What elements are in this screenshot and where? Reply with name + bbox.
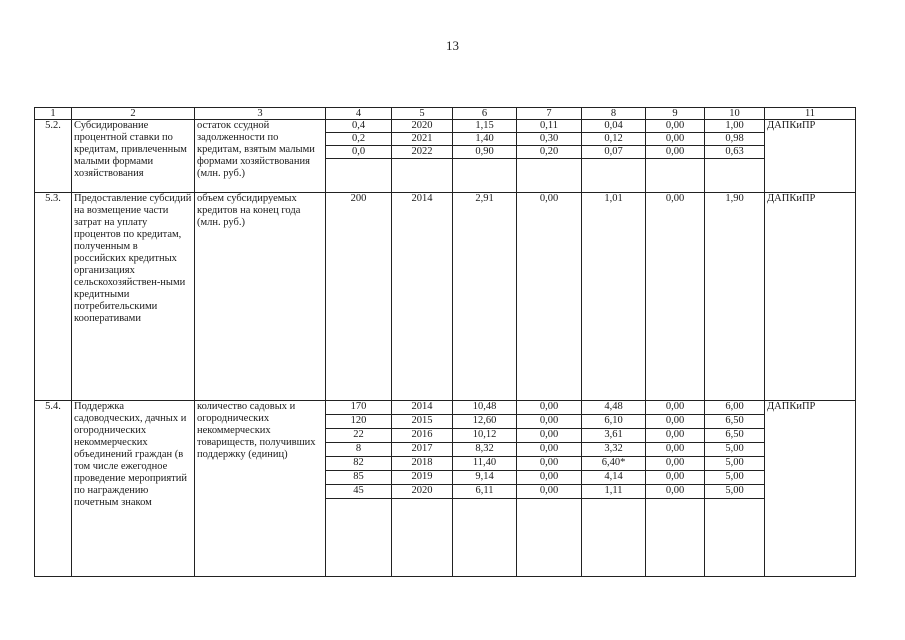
local-cell: 0,00	[646, 471, 705, 485]
page-number: 13	[446, 38, 459, 53]
indicator-value: 85	[326, 471, 392, 485]
year-cell: 2020	[392, 485, 453, 499]
year-cell: 2014	[392, 401, 453, 415]
column-header: 7	[517, 108, 582, 120]
column-header: 9	[646, 108, 705, 120]
regional-cell: 0,04	[582, 120, 646, 133]
column-header: 6	[453, 108, 517, 120]
year-cell: 2022	[392, 146, 453, 159]
federal-cell: 0,00	[517, 485, 582, 499]
indicator-value: 82	[326, 457, 392, 471]
table-row	[35, 401, 856, 415]
regional-cell: 4,14	[582, 471, 646, 485]
measure-name: Поддержка садоводческих, дачных и огороднических некоммерческих объединений граждан (в том числе ежегодное проведение мероприятий по награждению почетным знаком	[72, 401, 195, 577]
other-cell: 5,00	[705, 443, 765, 457]
year-cell: 2014	[392, 193, 453, 401]
regional-cell: 1,11	[582, 485, 646, 499]
row-number: 5.3.	[35, 193, 72, 401]
column-header: 2	[72, 108, 195, 120]
other-cell: 0,98	[705, 133, 765, 146]
local-cell: 0,00	[646, 485, 705, 499]
total-cell: 0,90	[453, 146, 517, 159]
year-cell: 2017	[392, 443, 453, 457]
other-cell: 5,00	[705, 457, 765, 471]
year-cell: 2016	[392, 429, 453, 443]
indicator-name: остаток ссудной задолженности по кредитам, взятым малыми формами хозяйствования (млн. руб.)	[195, 120, 326, 193]
column-header: 10	[705, 108, 765, 120]
column-header: 8	[582, 108, 646, 120]
federal-cell: 0,00	[517, 429, 582, 443]
local-cell: 0,00	[646, 457, 705, 471]
row-number: 5.4.	[35, 401, 72, 577]
indicator-value: 45	[326, 485, 392, 499]
indicator-value: 8	[326, 443, 392, 457]
other-cell: 5,00	[705, 471, 765, 485]
total-cell: 12,60	[453, 415, 517, 429]
total-cell: 8,32	[453, 443, 517, 457]
other-cell: 6,00	[705, 401, 765, 415]
indicator-value: 22	[326, 429, 392, 443]
measure-name: Субсидирование процентной ставки по кредитам, привлеченным малыми формами хозяйствования	[72, 120, 195, 193]
year-cell: 2015	[392, 415, 453, 429]
local-cell: 0,00	[646, 133, 705, 146]
local-cell: 0,00	[646, 193, 705, 401]
indicator-value: 170	[326, 401, 392, 415]
year-cell: 2020	[392, 120, 453, 133]
year-cell: 2019	[392, 471, 453, 485]
indicator-value: 0,4	[326, 120, 392, 133]
regional-cell: 3,32	[582, 443, 646, 457]
indicator-value: 0,2	[326, 133, 392, 146]
federal-cell: 0,11	[517, 120, 582, 133]
federal-cell: 0,00	[517, 401, 582, 415]
column-header: 11	[765, 108, 856, 120]
federal-cell: 0,00	[517, 471, 582, 485]
indicator-value: 120	[326, 415, 392, 429]
indicator-value: 200	[326, 193, 392, 401]
indicator-name: объем субсидируемых кредитов на конец года (млн. руб.)	[195, 193, 326, 401]
column-header: 1	[35, 108, 72, 120]
regional-cell: 0,07	[582, 146, 646, 159]
total-cell: 11,40	[453, 457, 517, 471]
column-header: 3	[195, 108, 326, 120]
federal-cell: 0,00	[517, 457, 582, 471]
total-cell: 6,11	[453, 485, 517, 499]
other-cell: 1,90	[705, 193, 765, 401]
total-cell: 2,91	[453, 193, 517, 401]
other-cell: 1,00	[705, 120, 765, 133]
total-cell: 10,12	[453, 429, 517, 443]
total-cell: 9,14	[453, 471, 517, 485]
federal-cell: 0,00	[517, 415, 582, 429]
indicator-name: количество садовых и огороднических некоммерческих товариществ, получивших поддержку (единиц)	[195, 401, 326, 577]
federal-cell: 0,30	[517, 133, 582, 146]
column-header-row	[35, 108, 856, 120]
year-cell: 2021	[392, 133, 453, 146]
total-cell: 1,40	[453, 133, 517, 146]
other-cell: 0,63	[705, 146, 765, 159]
year-cell: 2018	[392, 457, 453, 471]
federal-cell: 0,00	[517, 193, 582, 401]
responsible-org: ДАПКиПР	[765, 120, 856, 193]
local-cell: 0,00	[646, 415, 705, 429]
other-cell: 6,50	[705, 429, 765, 443]
local-cell: 0,00	[646, 401, 705, 415]
responsible-org: ДАПКиПР	[765, 193, 856, 401]
measure-name: Предоставление субсидий на возмещение части затрат на уплату процентов по кредитам, полученным в российских кредитных организациях сельскохозяйствен-ными кредитными потребительскими кооперативами	[72, 193, 195, 401]
regional-cell: 0,12	[582, 133, 646, 146]
responsible-org: ДАПКиПР	[765, 401, 856, 577]
other-cell: 5,00	[705, 485, 765, 499]
program-table	[34, 107, 856, 577]
table-row	[35, 193, 856, 401]
local-cell: 0,00	[646, 120, 705, 133]
table-row	[35, 120, 856, 133]
local-cell: 0,00	[646, 146, 705, 159]
regional-cell: 6,10	[582, 415, 646, 429]
total-cell: 1,15	[453, 120, 517, 133]
other-cell: 6,50	[705, 415, 765, 429]
regional-cell: 3,61	[582, 429, 646, 443]
regional-cell: 6,40*	[582, 457, 646, 471]
regional-cell: 1,01	[582, 193, 646, 401]
indicator-value: 0,0	[326, 146, 392, 159]
regional-cell: 4,48	[582, 401, 646, 415]
local-cell: 0,00	[646, 429, 705, 443]
total-cell: 10,48	[453, 401, 517, 415]
column-header: 5	[392, 108, 453, 120]
federal-cell: 0,00	[517, 443, 582, 457]
federal-cell: 0,20	[517, 146, 582, 159]
column-header: 4	[326, 108, 392, 120]
row-number: 5.2.	[35, 120, 72, 193]
local-cell: 0,00	[646, 443, 705, 457]
